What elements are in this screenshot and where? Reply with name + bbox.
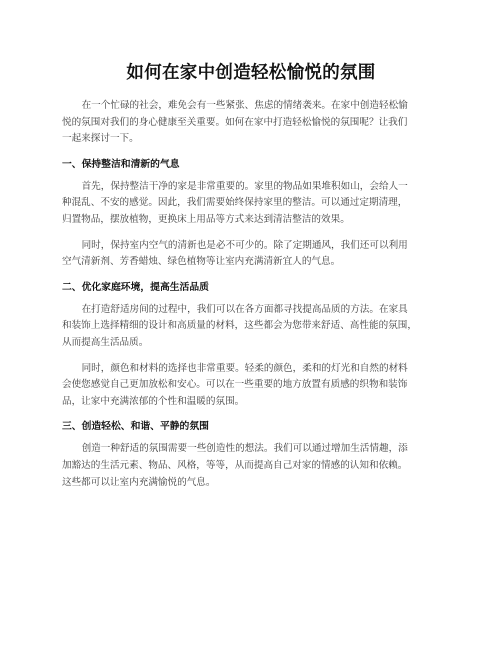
text-line: 在打造舒适房间的过程中，我们可以在各方面都寻找提高品质的方法。在家具 (81, 303, 408, 315)
text-line: 空气清新剂、芳香蜡烛、绿色植物等让室内充满清新宜人的气息。 (62, 256, 341, 268)
section-heading-3: 三、创造轻松、和谐、平静的氛围 (62, 421, 209, 433)
text-line: 品，让家中充满浓郁的个性和温暖的氛围。 (62, 395, 245, 407)
text-line: 加豁达的生活元素、物品、风格，等等，从而提高自己对家的情感的认知和依赖。 (62, 459, 408, 471)
text-line: 这些都可以让室内充满愉悦的气息。 (62, 476, 216, 488)
section-1-paragraph-1 (62, 179, 440, 229)
text-line: 悦的氛围对我们的身心健康至关重要。如何在家中打造轻松愉悦的氛围呢？让我们 (62, 116, 408, 128)
section-heading-1: 一、保持整洁和清新的气息 (62, 158, 180, 170)
intro-paragraph (62, 98, 440, 148)
text-line: 归置物品，摆放植物，更换床上用品等方式来达到清洁整洁的效果。 (62, 213, 350, 225)
text-line: 一起来探讨一下。 (62, 133, 139, 145)
text-line: 同时，保持室内空气的清新也是必不可少的。除了定期通风，我们还可以利用 (81, 239, 408, 251)
text-line: 会使您感觉自己更加放松和安心。可以在一些重要的地方放置有质感的织物和装饰 (62, 379, 408, 391)
section-heading-2: 二、优化家庭环境，提高生活品质 (62, 281, 209, 293)
text-line: 同时，颜色和材料的选择也非常重要。轻柔的颜色，柔和的灯光和自然的材料 (81, 362, 408, 374)
section-2-paragraph-2 (62, 361, 440, 411)
section-3-paragraph-1 (62, 441, 440, 491)
text-line: 从而提高生活品质。 (62, 336, 149, 348)
text-line: 和装饰上选择精细的设计和高质量的材料，这些都会为您带来舒适、高性能的氛围， (62, 320, 417, 332)
text-line: 首先，保持整洁干净的家是非常重要的。家里的物品如果堆积如山，会给人一 (81, 180, 408, 192)
section-2-paragraph-1 (62, 302, 440, 352)
document-title: 如何在家中创造轻松愉悦的氛围 (126, 63, 376, 83)
text-line: 种混乱、不安的感觉。因此，我们需要始终保持家里的整洁。可以通过定期清理， (62, 197, 408, 209)
text-line: 在一个忙碌的社会，难免会有一些紧张、焦虑的情绪袭来。在家中创造轻松愉 (81, 100, 408, 111)
section-1-paragraph-2 (62, 238, 440, 271)
text-line: 创造一种舒适的氛围需要一些创造性的想法。我们可以通过增加生活情趣，添 (81, 443, 408, 455)
